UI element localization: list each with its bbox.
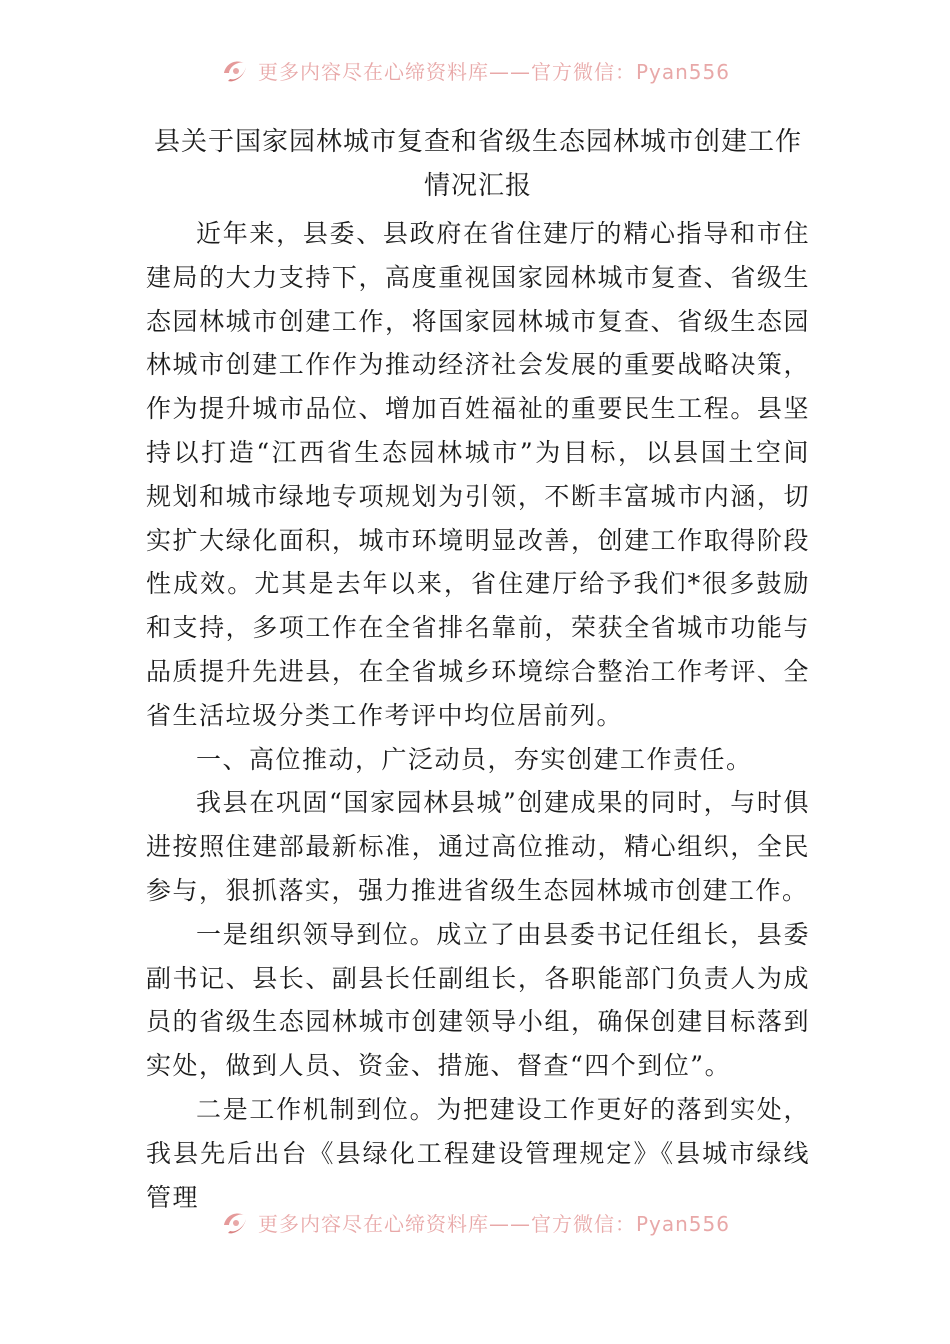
section-heading: 一、高位推动，广泛动员，夯实创建工作责任。 [196,744,753,774]
logo-icon [220,1207,250,1237]
paragraph: 二是工作机制到位。为把建设工作更好的落到实处，我县先后出台《县绿化工程建设管理规定》《县城市绿线管理 [146,1094,810,1212]
watermark-text: 更多内容尽在心缔资料库——官方微信：Pyan556 [257,59,730,84]
watermark-text: 更多内容尽在心缔资料库——官方微信：Pyan556 [257,1211,730,1236]
paragraph: 近年来，县委、县政府在省住建厅的精心指导和市住建局的大力支持下，高度重视国家园林城市复查、省级生态园林城市创建工作，将国家园林城市复查、省级生态园林城市创建工作作为推动经济社会发展的重要战略决策，作为提升城市品位、增加百姓福祉的重要民生工程。县坚持以打造“江西省生态园林城市”为目标，以县国土空间规划和城市绿地专项规划为引领，不断丰富城市内涵，切实扩大绿化面积，城市环境明显改善，创建工作取得阶段性成效。尤其是去年以来，省住建厅给予我们*很多鼓励和支持，多项工作在全省排名靠前，荣获全省城市功能与品质提升先进县，在全省城乡环境综合整治工作考评、全省生活垃圾分类工作考评中均位居前列。 [146,219,810,730]
watermark-header [0,53,950,87]
logo-icon [220,55,250,85]
document-body [146,212,810,1219]
document-title: 县关于国家园林城市复查和省级生态园林城市创建工作情况汇报 [153,127,802,201]
paragraph: 一是组织领导到位。成立了由县委书记任组长，县委副书记、县长、副县长任副组长，各职能部门负责人为成员的省级生态园林城市创建领导小组，确保创建目标落到实处，做到人员、资金、措施、督查“四个到位”。 [146,919,810,1081]
watermark-footer [0,1205,950,1239]
paragraph: 我县在巩固“国家园林县城”创建成果的同时，与时俱进按照住建部最新标准，通过高位推动，精心组织，全民参与，狠抓落实，强力推进省级生态园林城市创建工作。 [146,788,810,905]
